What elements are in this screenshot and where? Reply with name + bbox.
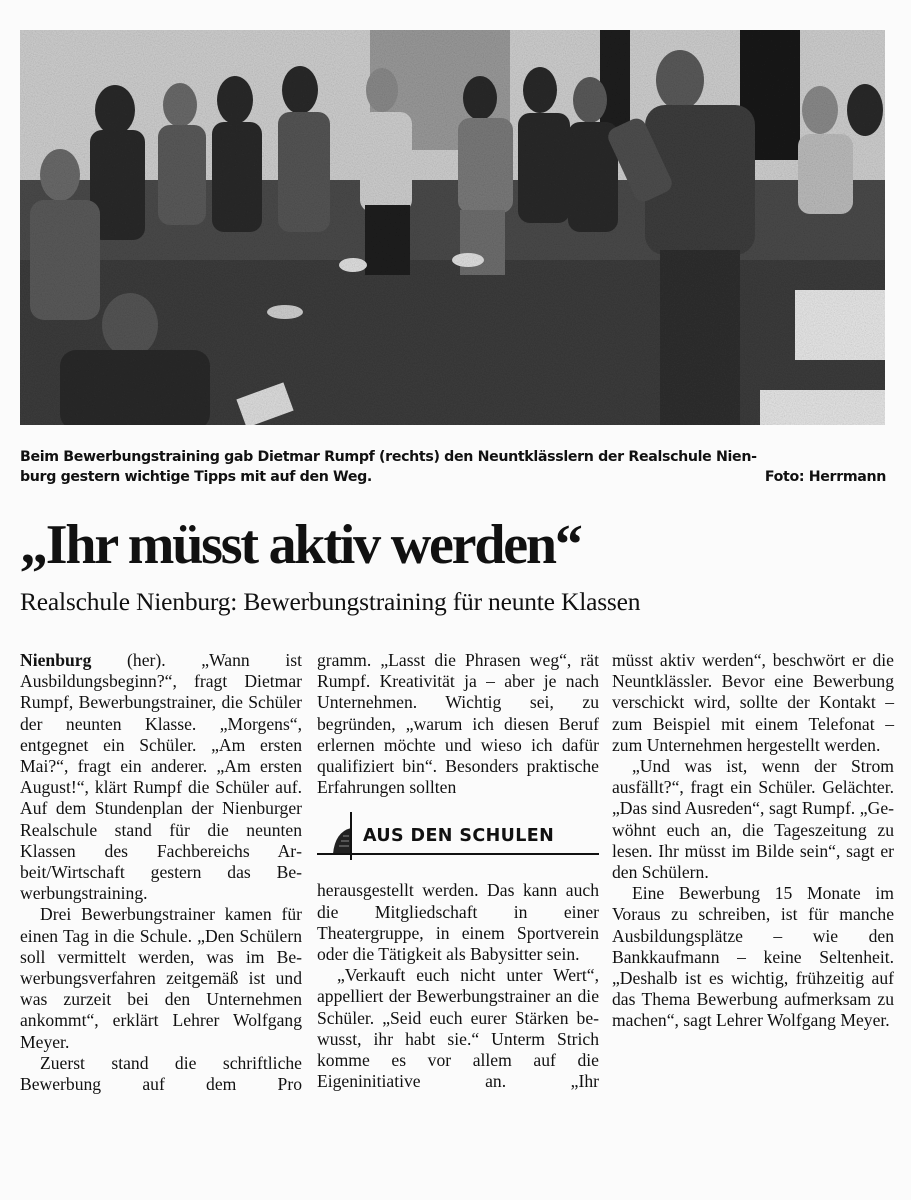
caption-line-2: burg gestern wichtige Tipps mit auf den Weg. [20, 469, 372, 485]
photo-caption [20, 447, 886, 487]
section-rubric [317, 812, 599, 870]
article-paragraph: „Verkauft euch nicht unter Wert“, appelliert der Bewerbungstrainer an die Schüler. „Seid euch eurer Stärken bewusst, ihr habt sie.“ Unterm Strich komme es vor allem auf die Eigeninitiative an. „Ihr [317, 965, 599, 1092]
article-column-1 [20, 650, 302, 1095]
headline: „Ihr müsst aktiv werden“ [20, 514, 581, 576]
dateline: Nienburg [20, 650, 92, 670]
article-paragraph: gramm. „Lasst die Phrasen weg“, rät Rumpf. Kreativität ja – aber je nach Unternehmen. Wichtig sei, zu begründen, „warum ich diesen Beruf erlernen möchte und wieso ich dafür qualifiziert bin“. Besonders praktische Erfahrungen sollten [317, 650, 599, 798]
article-paragraph: Drei Bewerbungstrainer kamen für einen Tag in die Schule. „Den Schülern soll vermittelt werden, was im Bewerbungsverfahren zeitgemäß ist und was zurzeit bei den Unternehmen ankommt“, erklärt Lehrer Wolfgang Meyer. [20, 904, 302, 1052]
article-paragraph: „Und was ist, wenn der Strom ausfällt?“, fragt ein Schüler. Gelächter. „Das sind Ausreden“, sagt Rumpf. „Gewöhnt euch an, die Tageszeitung zu lesen. Ihr müsst im Bilde sein“, sagt er den Schülern. [612, 756, 894, 883]
article-paragraph: Zuerst stand die schriftliche Bewerbung auf dem Pro [20, 1052, 302, 1095]
article-paragraph: Nienburg (her). „Wann ist Ausbildungsbeginn?“, fragt Dietmar Rumpf, Bewerbungstrainer, die Schüler der neunten Klasse. „Morgens“, entgegnet ein Schüler. „Am ersten Mai?“, fragt ein anderer. „Am ersten August!“, klärt Rumpf die Schüler auf. Auf dem Stundenplan der Nienburger Realschule stand für die neunten Klassen des Fachbereichs Arbeit/Wirtschaft gestern das Bewerbungstraining. [20, 650, 302, 904]
article-paragraph: Eine Bewerbung 15 Monate im Voraus zu schreiben, ist für manche Ausbildungsplätze – wie den Bankkaufmann – keine Seltenheit. „Deshalb ist es wichtig, frühzeitig auf das Thema Bewerbung aufmerksam zu machen“, sagt Lehrer Wolfgang Meyer. [612, 883, 894, 1031]
article-column-2 [317, 650, 599, 1092]
rubric-rule [317, 853, 599, 855]
rubric-label: AUS DEN SCHULEN [363, 826, 555, 847]
hill-sunrise-icon [333, 826, 357, 854]
article-paragraph: herausgestellt werden. Das kann auch die Mitgliedschaft in einer Theatergruppe, in einem Sportverein oder die Tätigkeit als Babysitter sein. [317, 880, 599, 965]
article-paragraph: müsst aktiv werden“, beschwört er die Neuntklässler. Bevor eine Bewerbung verschickt wird, sollte der Kontakt – zum Beispiel mit einem Telefonat – zum Unternehmen hergestellt werden. [612, 650, 894, 755]
article-photo [20, 30, 885, 425]
subheadline: Realschule Nienburg: Bewerbungstraining für neunte Klassen [20, 587, 641, 616]
article-column-3 [612, 650, 894, 1032]
caption-line-1: Beim Bewerbungstraining gab Dietmar Rumpf (rechts) den Neuntklässlern der Realschule Nien- [20, 449, 757, 465]
photo-scene [20, 30, 885, 425]
photo-credit: Foto: Herrmann [764, 469, 886, 485]
